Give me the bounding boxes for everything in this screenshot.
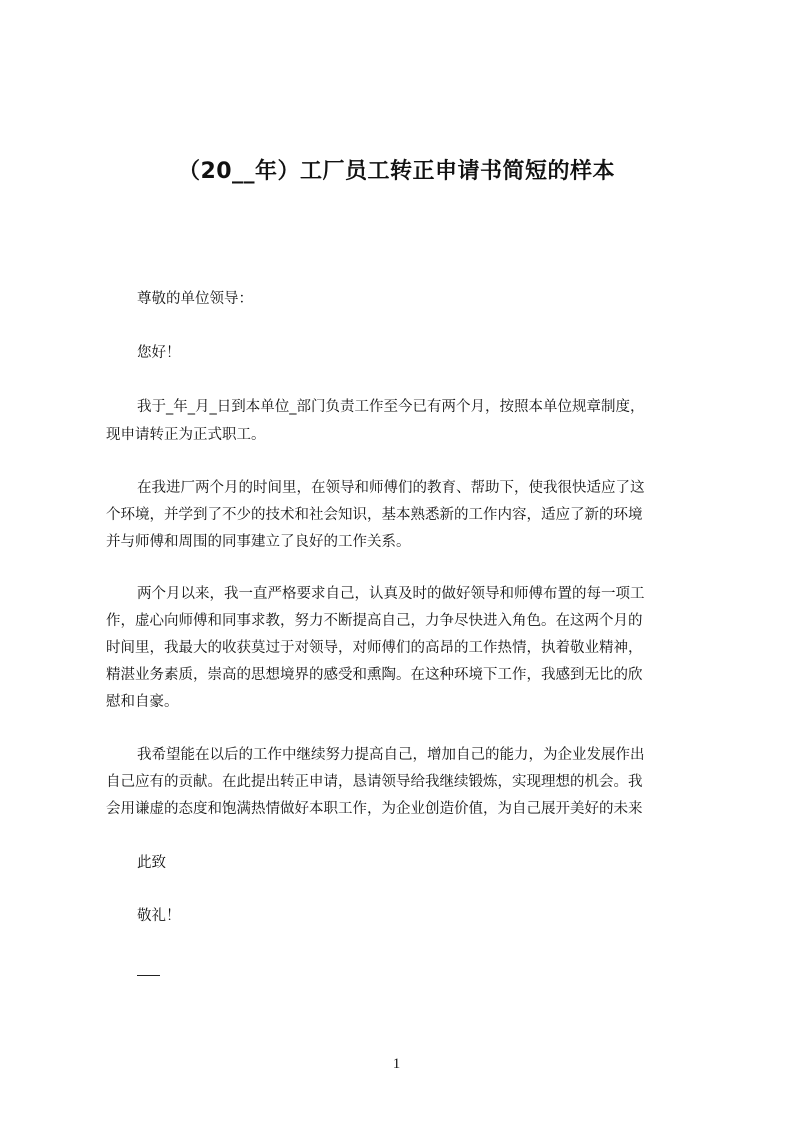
paragraph-line: 精湛业务素质，崇高的思想境界的感受和熏陶。在这种环境下工作，我感到无比的欣 — [106, 667, 643, 683]
paragraph-line: 慰和自豪。 — [106, 694, 179, 710]
closing: 此致 — [137, 855, 166, 871]
paragraph-line: 我于_年_月_日到本单位_部门负责工作至今已有两个月，按照本单位规章制度， — [137, 399, 645, 415]
paragraph-line: 时间里，我最大的收获莫过于对领导，对师傅们的高昂的工作热情，执着敬业精神， — [106, 640, 643, 656]
paragraph-line: 自己应有的贡献。在此提出转正申请，恳请领导给我继续锻炼，实现理想的机会。我 — [106, 774, 643, 790]
paragraph-line: 两个月以来，我一直严格要求自己，认真及时的做好领导和师傅布置的每一项工 — [137, 586, 645, 602]
paragraph-line: 在我进厂两个月的时间里，在领导和师傅们的教育、帮助下，使我很快适应了这 — [137, 480, 645, 496]
page-title: （20__年）工厂员工转正申请书简短的样本 — [177, 158, 616, 184]
paragraph-line: 会用谦虚的态度和饱满热情做好本职工作，为企业创造价值，为自己展开美好的未来 — [106, 801, 643, 817]
page-number: 1 — [392, 1056, 401, 1072]
salutation: 尊敬的单位领导： — [137, 291, 253, 307]
greeting: 您好！ — [137, 345, 181, 361]
signature-line — [137, 975, 160, 976]
paragraph-line: 现申请转正为正式职工。 — [106, 427, 266, 443]
paragraph-line: 我希望能在以后的工作中继续努力提高自己，增加自己的能力，为企业发展作出 — [137, 747, 645, 763]
paragraph-line: 个环境，并学到了不少的技术和社会知识，基本熟悉新的工作内容，适应了新的环境 — [106, 507, 643, 523]
paragraph-line: 作，虚心向师傅和同事求教，努力不断提高自己，力争尽快进入角色。在这两个月的 — [106, 613, 643, 629]
paragraph-line: 并与师傅和周围的同事建立了良好的工作关系。 — [106, 534, 411, 550]
regards: 敬礼！ — [137, 908, 181, 924]
